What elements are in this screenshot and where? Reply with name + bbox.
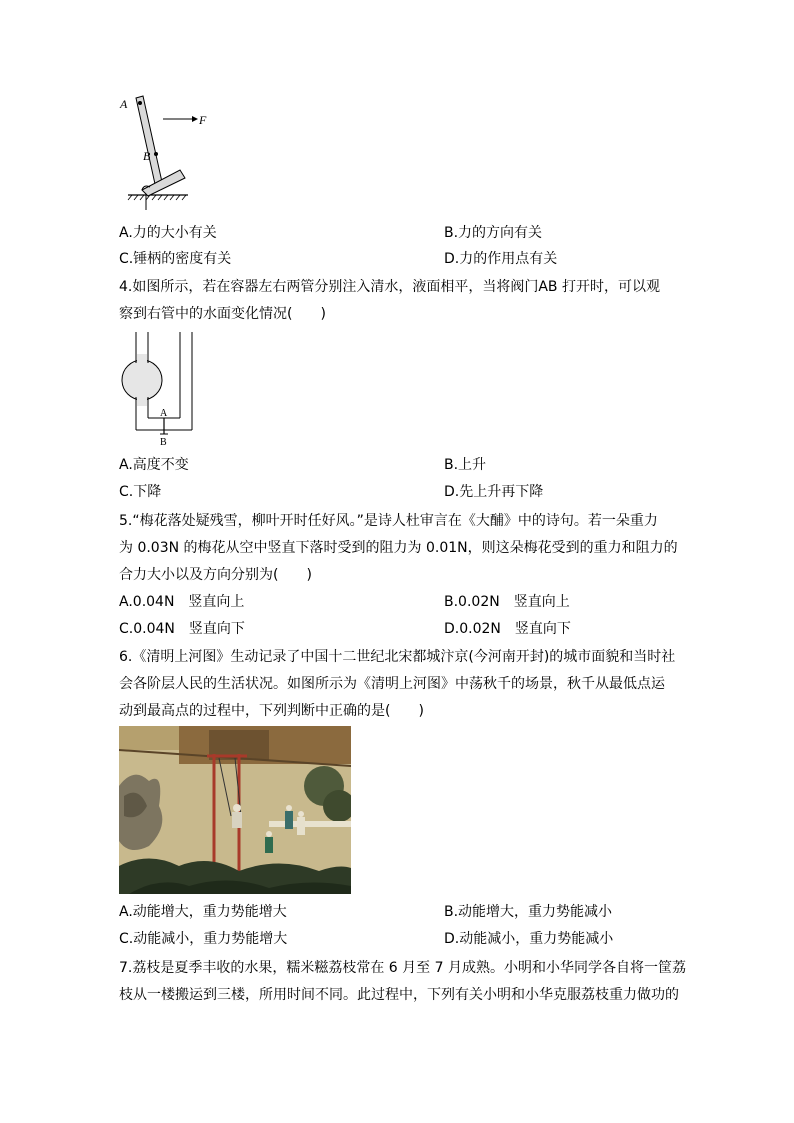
swing-painting-image	[119, 726, 351, 894]
q7-stem-line1: 7.荔枝是夏季丰收的水果，糯米糍荔枝常在 6 月至 7 月成熟。小明和小华同学各自将一筐荔	[119, 960, 686, 976]
q6-option-b: B.动能增大，重力势能减小	[444, 904, 613, 920]
q5-option-c: C.0.04N 竖直向下	[119, 621, 245, 637]
q6-stem-line2: 会各阶层人民的生活状况。如图所示为《清明上河图》中荡秋千的场景，秋千从最低点运	[119, 676, 665, 692]
q5-option-a: A.0.04N 竖直向上	[119, 594, 245, 610]
q3-option-d: D.力的作用点有关	[444, 251, 558, 267]
q6-option-a: A.动能增大，重力势能增大	[119, 904, 287, 920]
q6-option-c: C.动能减小，重力势能增大	[119, 931, 288, 947]
q7-stem-line2: 枝从一楼搬运到三楼，所用时间不同。此过程中，下列有关小明和小华克服荔枝重力做功的	[119, 987, 679, 1003]
q4-option-a: A.高度不变	[119, 457, 189, 473]
q6-option-d: D.动能减小，重力势能减小	[444, 931, 614, 947]
q5-option-b: B.0.02N 竖直向上	[444, 594, 570, 610]
point-b-label: B	[143, 149, 151, 163]
container-figure	[118, 330, 200, 448]
q3-option-a: A.力的大小有关	[119, 225, 217, 241]
hammer-figure	[118, 92, 218, 212]
force-label: F	[199, 113, 207, 127]
q4-option-b: B.上升	[444, 457, 487, 473]
q5-stem-line1: 5.“梅花落处疑残雪，柳叶开时任好风。”是诗人杜审言在《大酺》中的诗句。若一朵重力	[119, 513, 658, 529]
valve-a-label: A	[160, 408, 168, 419]
q4-stem-line1: 4.如图所示，若在容器左右两管分别注入清水，液面相平，当将阀门AB 打开时，可以观	[119, 279, 660, 295]
q3-option-b: B.力的方向有关	[444, 225, 543, 241]
point-a-label: A	[120, 97, 128, 111]
q6-stem-line3: 动到最高点的过程中，下列判断中正确的是( )	[119, 703, 424, 719]
valve-b-label: B	[160, 437, 167, 448]
q4-option-c: C.下降	[119, 484, 162, 500]
q6-stem-line1: 6.《清明上河图》生动记录了中国十二世纪北宋都城汴京(今河南开封)的城市面貌和当时社	[119, 649, 676, 665]
q5-stem-line3: 合力大小以及方向分别为( )	[119, 567, 312, 583]
q5-option-d: D.0.02N 竖直向下	[444, 621, 571, 637]
q3-option-c: C.锤柄的密度有关	[119, 251, 232, 267]
q5-stem-line2: 为 0.03N 的梅花从空中竖直下落时受到的阻力为 0.01N，则这朵梅花受到的重力和阻力的	[119, 540, 678, 556]
q4-stem-line2: 察到右管中的水面变化情况( )	[119, 306, 326, 322]
q4-option-d: D.先上升再下降	[444, 484, 544, 500]
